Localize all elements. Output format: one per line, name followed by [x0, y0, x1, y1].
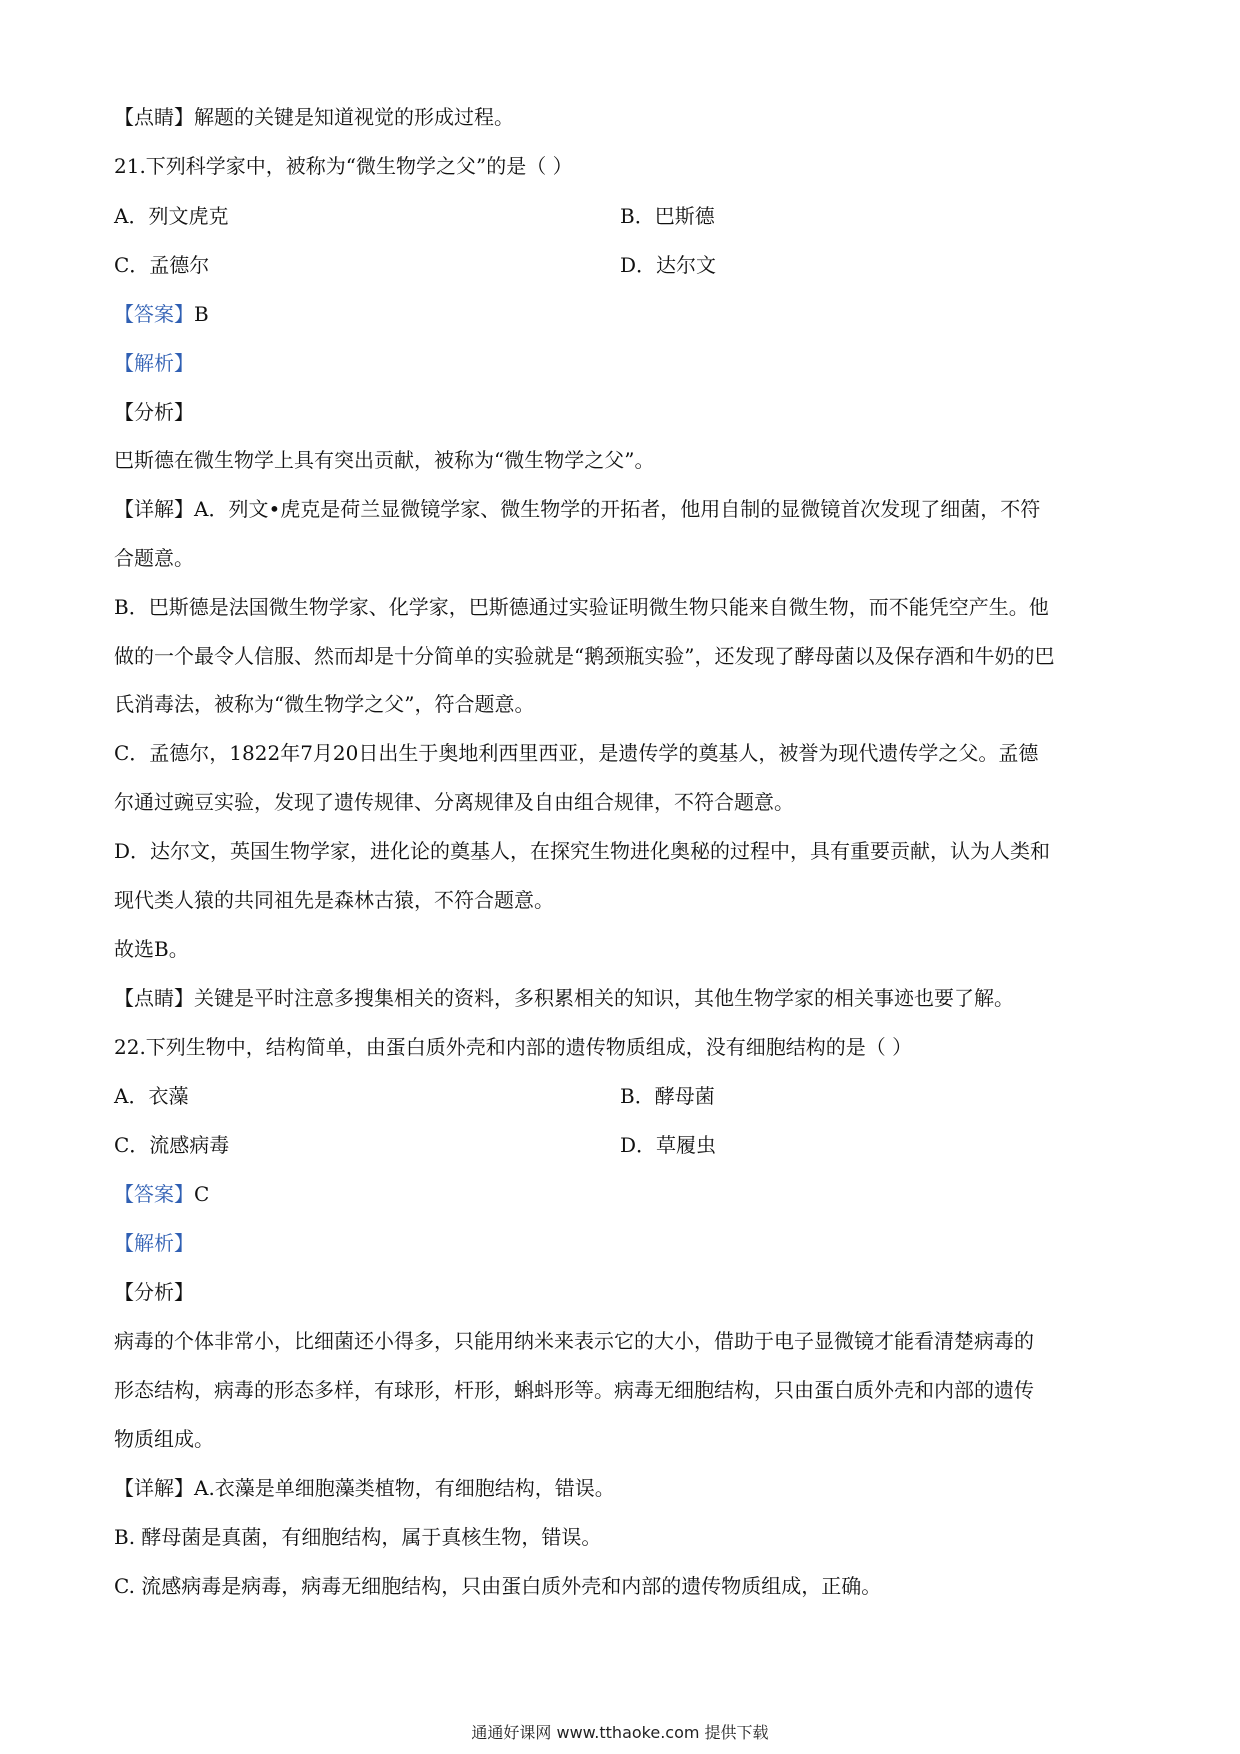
detail-text: A.衣藻是单细胞藻类植物，有细胞结构，错误。 — [194, 1476, 615, 1500]
q22-option-a: A．衣藻 — [114, 1084, 189, 1108]
q21-conclusion: 故选B。 — [114, 937, 189, 961]
q22-option-d: D．草履虫 — [620, 1133, 717, 1157]
q22-answer — [114, 1180, 209, 1208]
detail-tag: 【详解】 — [114, 1476, 194, 1500]
q22-fenxi-2: 形态结构，病毒的形态多样，有球形，杆形，蝌蚪形等。病毒无细胞结构，只由蛋白质外壳和内部的遗传 — [114, 1378, 1034, 1402]
q21-detail-a-2: 合题意。 — [114, 546, 194, 570]
answer-tag: 【答案】 — [114, 1182, 194, 1206]
dianjing-text: 解题的关键是知道视觉的形成过程。 — [194, 105, 514, 129]
q21-option-a: A．列文虎克 — [114, 204, 229, 228]
q21-detail-a-1 — [114, 495, 1040, 523]
q21-option-c: C．孟德尔 — [114, 253, 210, 277]
dianjing-tag: 【点睛】 — [114, 105, 194, 129]
q22-jiexi-tag: 【解析】 — [114, 1231, 194, 1255]
dianjing-text: 关键是平时注意多搜集相关的资料，多积累相关的知识，其他生物学家的相关事迹也要了解。 — [194, 986, 1014, 1010]
q22-option-c: C．流感病毒 — [114, 1133, 230, 1157]
q21-detail-b-3: 氏消毒法，被称为“微生物学之父”，符合题意。 — [114, 692, 535, 716]
q21-jiexi-tag: 【解析】 — [114, 351, 194, 375]
q21-detail-d-2: 现代类人猿的共同祖先是森林古猿，不符合题意。 — [114, 888, 554, 912]
q22-question: 22.下列生物中，结构简单，由蛋白质外壳和内部的遗传物质组成，没有细胞结构的是（ ） — [114, 1035, 913, 1059]
q22-detail-b: B. 酵母菌是真菌，有细胞结构，属于真核生物，错误。 — [114, 1525, 602, 1549]
q22-fenxi-tag: 【分析】 — [114, 1280, 194, 1304]
q22-fenxi-1: 病毒的个体非常小，比细菌还小得多，只能用纳米来表示它的大小，借助于电子显微镜才能看清楚病毒的 — [114, 1329, 1034, 1353]
q21-fenxi-tag: 【分析】 — [114, 400, 194, 424]
q22-fenxi-3: 物质组成。 — [114, 1427, 214, 1451]
dianjing-tag: 【点睛】 — [114, 986, 194, 1010]
q20-dianjing — [114, 103, 514, 131]
q21-detail-c-2: 尔通过豌豆实验，发现了遗传规律、分离规律及自由组合规律，不符合题意。 — [114, 790, 794, 814]
q22-detail-c: C. 流感病毒是病毒，病毒无细胞结构，只由蛋白质外壳和内部的遗传物质组成，正确。 — [114, 1574, 882, 1598]
answer-value: B — [194, 302, 209, 326]
q22-detail-a — [114, 1474, 615, 1502]
q21-question: 21.下列科学家中，被称为“微生物学之父”的是（ ） — [114, 154, 573, 178]
q21-option-d: D．达尔文 — [620, 253, 717, 277]
q21-answer — [114, 300, 209, 328]
detail-tag: 【详解】 — [114, 497, 194, 521]
q21-dianjing — [114, 984, 1014, 1012]
page-footer: 通通好课网 www.tthaoke.com 提供下载 — [471, 1723, 769, 1742]
answer-value: C — [194, 1182, 210, 1206]
q22-option-b: B．酵母菌 — [620, 1084, 715, 1108]
q21-fenxi-text: 巴斯德在微生物学上具有突出贡献，被称为“微生物学之父”。 — [114, 448, 655, 472]
detail-text: A．列文•虎克是荷兰显微镜学家、微生物学的开拓者，他用自制的显微镜首次发现了细菌，不符 — [194, 497, 1041, 521]
q21-detail-d-1: D．达尔文，英国生物学家，进化论的奠基人，在探究生物进化奥秘的过程中，具有重要贡献，认为人类和 — [114, 839, 1051, 863]
answer-tag: 【答案】 — [114, 302, 194, 326]
q21-option-b: B．巴斯德 — [620, 204, 715, 228]
q21-detail-b-2: 做的一个最令人信服、然而却是十分简单的实验就是“鹅颈瓶实验”，还发现了酵母菌以及保存酒和牛奶的巴 — [114, 644, 1055, 668]
q21-detail-b-1: B．巴斯德是法国微生物学家、化学家，巴斯德通过实验证明微生物只能来自微生物，而不能凭空产生。他 — [114, 595, 1049, 619]
q21-detail-c-1: C．孟德尔，1822年7月20日出生于奥地利西里西亚，是遗传学的奠基人，被誉为现代遗传学之父。孟德 — [114, 741, 1039, 765]
